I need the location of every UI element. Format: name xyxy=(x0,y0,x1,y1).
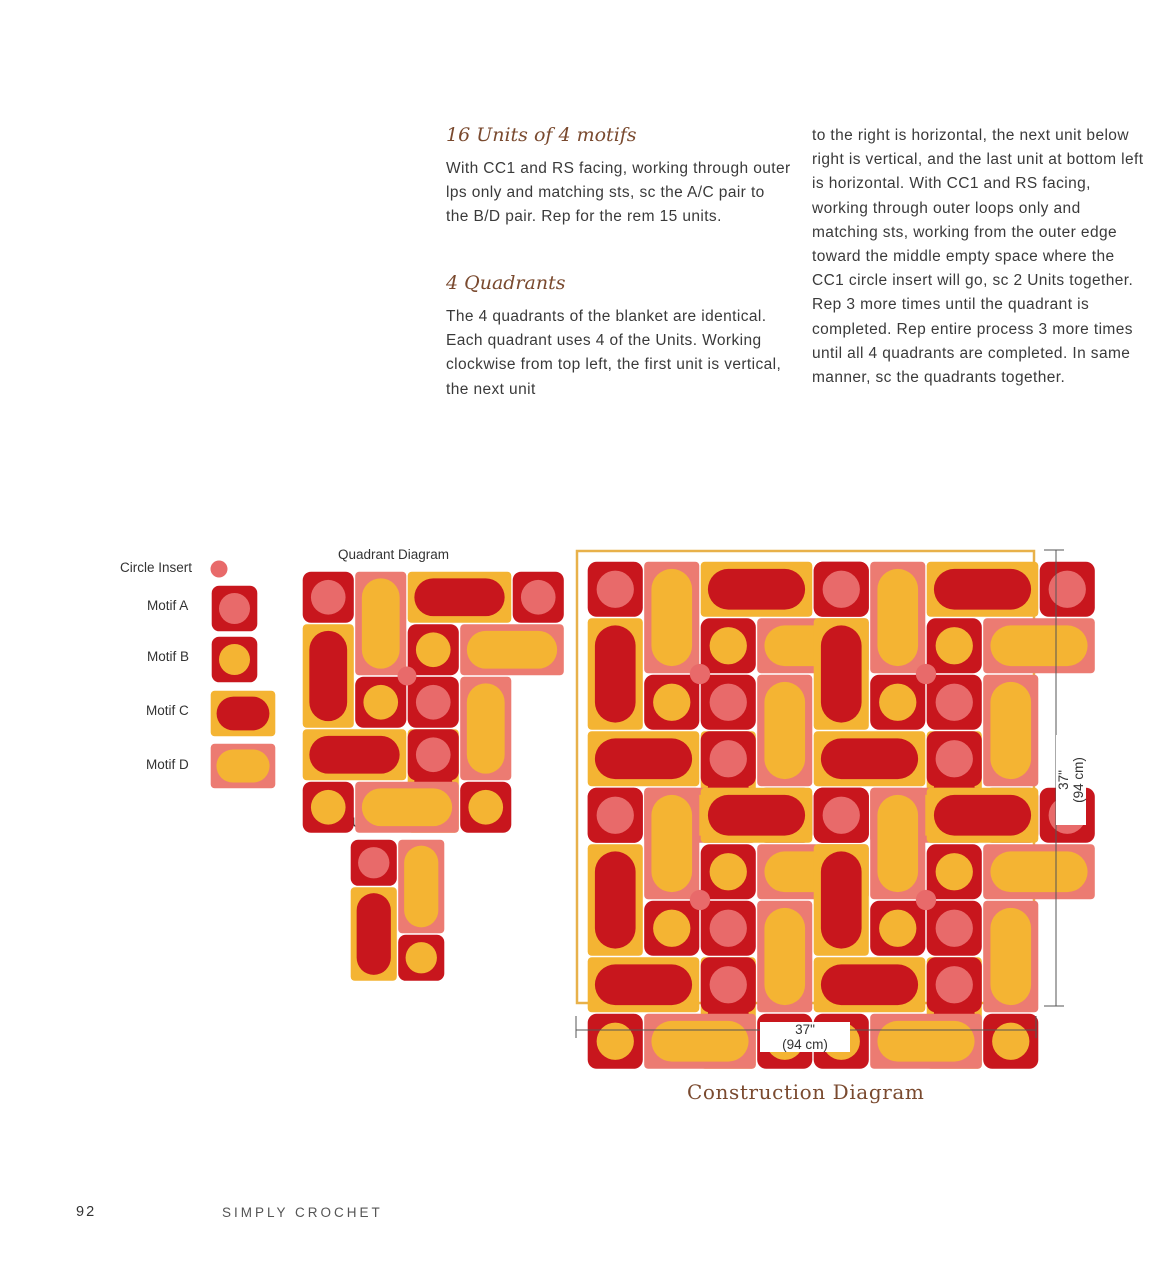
section-heading-units: 16 Units of 4 motifs xyxy=(446,124,637,146)
motif-b-circle xyxy=(879,684,916,721)
motif-a-circle xyxy=(936,966,973,1003)
motif-a-circle xyxy=(710,740,747,777)
motif-b-circle xyxy=(219,644,250,675)
motif-a-circle xyxy=(823,797,860,834)
section-text-quadrants: The 4 quadrants of the blanket are identical. Each quadrant uses 4 of the Units. Working clockwise from top left, the first unit is vertical, the next unit xyxy=(446,308,782,398)
motif-c-oval xyxy=(821,625,862,722)
height-metric: (94 cm) xyxy=(1071,757,1086,803)
motif-c-oval xyxy=(595,964,692,1005)
motif-a-circle xyxy=(521,580,556,615)
motif-b-circle xyxy=(468,790,503,825)
circle-insert xyxy=(398,667,417,686)
legend-motif-b-label: Motif B xyxy=(147,649,190,664)
motif-b-circle xyxy=(879,910,916,947)
motif-a-circle xyxy=(311,580,346,615)
motif-b-circle xyxy=(710,627,747,664)
motif-c-oval xyxy=(595,625,636,722)
motif-c-oval xyxy=(217,697,270,731)
motif-d-oval xyxy=(651,1021,748,1062)
motif-b-circle xyxy=(710,853,747,890)
motif-d-oval xyxy=(467,631,557,669)
motif-d-oval xyxy=(404,846,438,928)
motif-a-circle xyxy=(1049,571,1086,608)
motif-a-circle xyxy=(597,797,634,834)
motif-d-oval xyxy=(651,795,692,892)
motif-d-oval xyxy=(764,908,805,1005)
running-head: SIMPLY CROCHET xyxy=(222,1205,383,1220)
legend-circle-insert xyxy=(211,561,228,578)
section-heading-quadrants: 4 Quadrants xyxy=(446,272,566,294)
section-text-units: With CC1 and RS facing, working through outer lps only and matching sts, sc the A/C pair to the B/D pair. Rep for the rem 15 units. xyxy=(446,160,791,226)
column2-text: to the right is horizontal, the next unit below right is vertical, and the last unit at bottom left is horizontal. With CC1 and RS facing, working through outer loops only and matching sts, working from the outer edge toward the middle empty space where the CC1 circle insert will go, sc 2 Units together. Rep 3 more times until the quadrant is completed. Rep entire process 3 more times until all 4 quadrants are completed. In same manner, sc the quadrants together. xyxy=(812,127,1144,387)
width-metric: (94 cm) xyxy=(782,1037,828,1052)
motif-c-oval xyxy=(934,795,1031,836)
motif-b-circle xyxy=(406,942,437,973)
motif-a-circle xyxy=(219,593,250,624)
motif-a-circle xyxy=(710,966,747,1003)
motif-d-oval xyxy=(990,625,1087,666)
motif-a-circle xyxy=(936,910,973,947)
motif-a-circle xyxy=(416,737,451,772)
motif-c-oval xyxy=(934,569,1031,610)
motif-a-circle xyxy=(710,684,747,721)
motif-a-circle xyxy=(936,684,973,721)
motif-a-circle xyxy=(936,740,973,777)
legend-motif-a-label: Motif A xyxy=(147,598,189,613)
motif-b-circle xyxy=(311,790,346,825)
motif-d-oval xyxy=(990,908,1031,1005)
motif-c-oval xyxy=(595,738,692,779)
motif-a-circle xyxy=(710,910,747,947)
motif-d-oval xyxy=(467,683,505,773)
motif-a-circle xyxy=(416,685,451,720)
motif-d-oval xyxy=(362,788,452,826)
motif-c-oval xyxy=(821,851,862,948)
motif-c-oval xyxy=(357,893,391,975)
motif-b-circle xyxy=(992,1023,1029,1060)
motif-c-oval xyxy=(414,578,504,616)
circle-insert xyxy=(690,890,710,910)
page-number: 92 xyxy=(76,1204,97,1220)
motif-c-oval xyxy=(708,569,805,610)
motif-b-circle xyxy=(363,685,398,720)
motif-a-circle xyxy=(597,571,634,608)
motif-d-oval xyxy=(877,1021,974,1062)
height-dimension-label xyxy=(1056,735,1086,825)
motif-d-oval xyxy=(990,682,1031,779)
circle-insert xyxy=(916,664,936,684)
circle-insert xyxy=(916,890,936,910)
motif-d-oval xyxy=(764,682,805,779)
circle-insert xyxy=(690,664,710,684)
motif-c-oval xyxy=(309,736,399,774)
motif-c-oval xyxy=(595,851,636,948)
motif-c-oval xyxy=(821,964,918,1005)
motif-a-circle xyxy=(358,847,389,878)
motif-a-circle xyxy=(823,571,860,608)
motif-c-oval xyxy=(309,631,347,721)
motif-d-oval xyxy=(216,749,269,782)
legend-motif-c-label: Motif C xyxy=(146,703,189,718)
motif-b-circle xyxy=(936,627,973,664)
motif-c-oval xyxy=(708,795,805,836)
motif-d-oval xyxy=(877,795,918,892)
motif-b-circle xyxy=(416,632,451,667)
motif-b-circle xyxy=(653,910,690,947)
motif-d-oval xyxy=(877,569,918,666)
motif-d-oval xyxy=(990,851,1087,892)
motif-d-oval xyxy=(362,578,400,668)
legend-motif-d-label: Motif D xyxy=(146,757,189,772)
quadrant-diagram-title: Quadrant Diagram xyxy=(338,547,450,562)
motif-d-oval xyxy=(651,569,692,666)
construction-diagram-caption: Construction Diagram xyxy=(687,1080,925,1104)
motif-b-circle xyxy=(936,853,973,890)
legend-circle-insert-label: Circle Insert xyxy=(120,560,193,575)
motif-b-circle xyxy=(597,1023,634,1060)
width-inches: 37" xyxy=(795,1022,815,1037)
motif-b-circle xyxy=(653,684,690,721)
width-dimension-label xyxy=(760,1022,850,1052)
motif-c-oval xyxy=(821,738,918,779)
height-inches: 37" xyxy=(1056,770,1071,790)
